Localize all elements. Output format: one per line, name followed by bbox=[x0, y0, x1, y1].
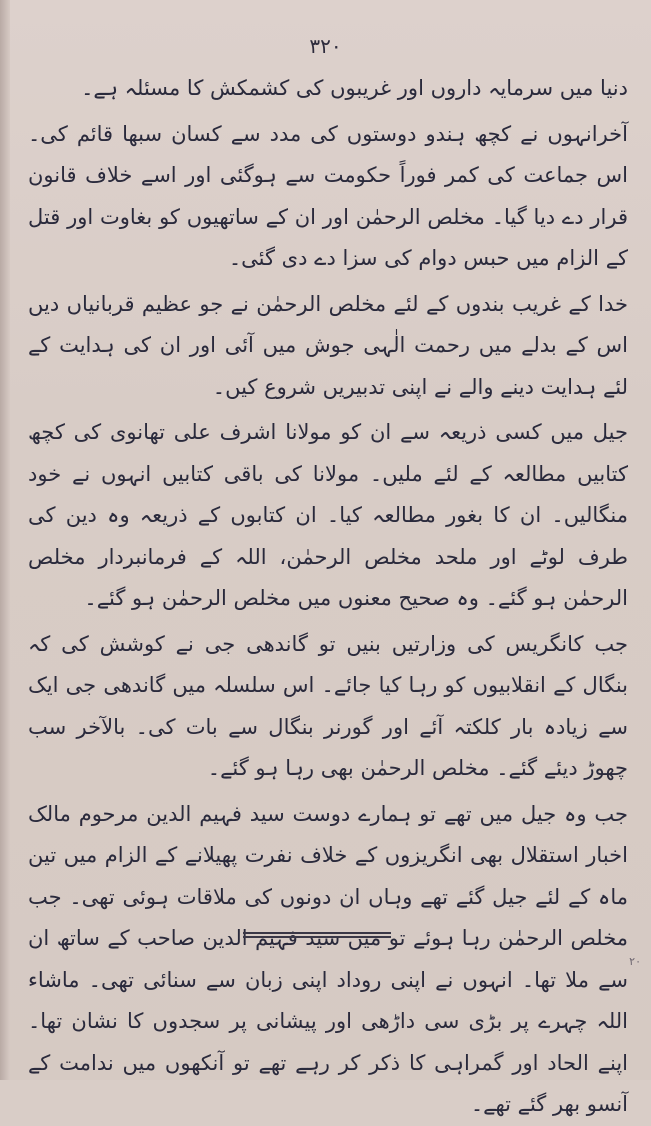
paragraph-1: دنیا میں سرمایہ داروں اور غریبوں کی کشمکش کا مسئلہ ہے۔ bbox=[81, 76, 628, 100]
page-binding-shadow bbox=[0, 0, 10, 1080]
paragraph-3: خدا کے غریب بندوں کے لئے مخلص الرحمٰن نے جو عظیم قربانیاں دیں اس کے بدلے میں رحمت الٰہی جوش میں آئی اور ان کی ہدایت کے لئے ہدایت دینے والے نے اپنی تدبیریں شروع کیں۔ bbox=[28, 291, 628, 399]
page-number: ۳۲۰ bbox=[309, 34, 342, 58]
paragraph-4: جیل میں کسی ذریعہ سے ان کو مولانا اشرف علی تھانوی کی کچھ کتابیں مطالعہ کے لئے ملیں۔ مولانا کی باقی کتابیں انہوں نے خود منگالیں۔ ان کا بغور مطالعہ کیا۔ ان کتابوں کے ذریعہ وہ دین کی طرف لوٹے اور ملحد مخلص الرحمٰن، اللہ کے فرمانبردار مخلص الرحمٰن ہو گئے۔ وہ صحیح معنوں میں مخلص الرحمٰن ہو گئے۔ bbox=[28, 420, 628, 610]
page-body bbox=[28, 68, 628, 1126]
section-end-ornament bbox=[243, 932, 391, 938]
paragraph-5: جب کانگریس کی وزارتیں بنیں تو گاندھی جی نے کوشش کی کہ بنگال کے انقلابیوں کو رہا کیا جائے۔ اس سلسلہ میں گاندھی جی ایک سے زیادہ بار کلکتہ آئے اور گورنر بنگال سے بات کی۔ بالآخر سب چھوڑ دیئے گئے۔ مخلص الرحمٰن بھی رہا ہو گئے۔ bbox=[28, 631, 628, 780]
paragraph-6: جب وہ جیل میں تھے تو ہمارے دوست سید فہیم الدین مرحوم مالک اخبار استقلال بھی انگریزوں کے خلاف نفرت پھیلانے کے الزام میں تین ماہ کے لئے جیل گئے تھے وہاں ان دونوں کی ملاقات ہوئی تھی۔ جب مخلص الرحمٰن رہا ہوئے تو میں سید فہیم الدین صاحب کے ساتھ ان سے ملا تھا۔ انہوں نے اپنی روداد اپنی زبان سے سنائی تھی۔ ماشاء اللہ چہرے پر بڑی سی داڑھی اور پیشانی پر سجدوں کا نشان تھا۔ اپنے الحاد اور گمراہی کا ذکر کر رہے تھے تو آنکھوں میں ندامت کے آنسو بھر گئے تھے۔ bbox=[28, 801, 628, 1116]
corner-mark: ۲۰ bbox=[629, 955, 641, 968]
paragraph-2: آخرانہوں نے کچھ ہندو دوستوں کی مدد سے کسان سبھا قائم کی۔ اس جماعت کی کمر فوراً حکومت سے ہوگئی اور اسے خلاف قانون قرار دے دیا گیا۔ مخلص الرحمٰن اور ان کے ساتھیوں کو بغاوت اور قتل کے الزام میں حبس دوام کی سزا دے دی گئی۔ bbox=[28, 121, 628, 270]
